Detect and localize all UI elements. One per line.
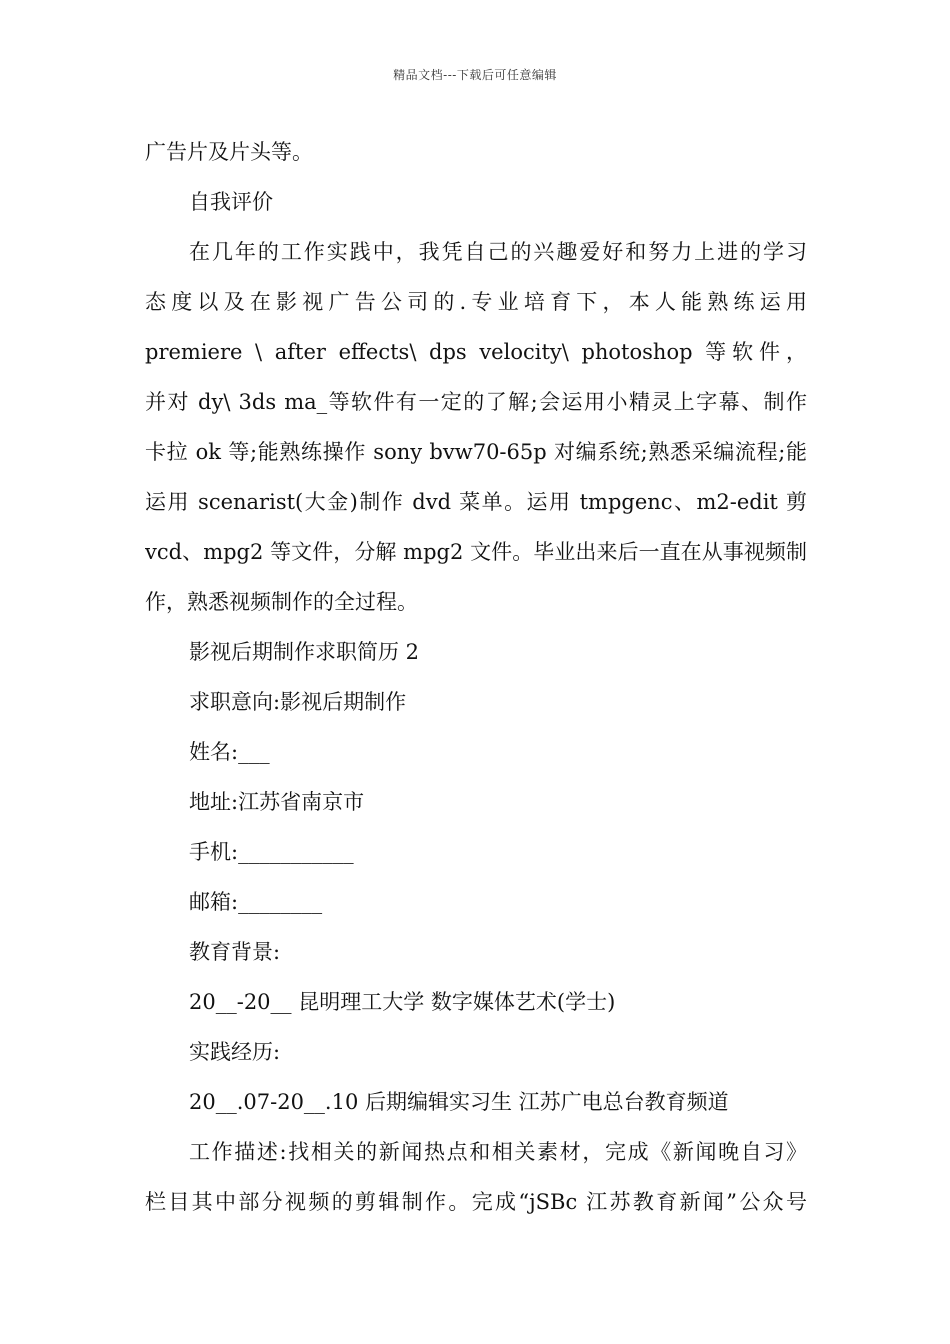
text-line: 求职意向:影视后期制作 — [189, 690, 407, 714]
text-line: 广告片及片头等。 — [145, 140, 313, 164]
page-header: 精品文档---下载后可任意编辑 — [393, 68, 557, 82]
text-line: 并对 dy\ 3ds ma_等软件有一定的了解;会运用小精灵上字幕、制作 — [145, 390, 807, 414]
text-line: 姓名:___ — [189, 740, 270, 764]
text-line: 20__-20__ 昆明理工大学 数字媒体艺术(学士) — [189, 990, 616, 1014]
text-line: 教育背景: — [189, 940, 281, 964]
text-line: vcd、mpg2 等文件，分解 mpg2 文件。毕业出来后一直在从事视频制 — [145, 540, 807, 564]
text-line: 手机:___________ — [189, 840, 354, 864]
document-body — [145, 130, 807, 1230]
text-line: 作，熟悉视频制作的全过程。 — [145, 590, 418, 614]
text-line: 运用 scenarist(大金)制作 dvd 菜单。运用 tmpgenc、m2-edit 剪 — [145, 490, 807, 514]
text-line: 在几年的工作实践中，我凭自己的兴趣爱好和努力上进的学习 — [189, 240, 807, 264]
text-line: 邮箱:________ — [189, 890, 323, 914]
section-title: 影视后期制作求职简历 2 — [189, 640, 420, 664]
text-line: 实践经历: — [189, 1040, 281, 1064]
text-line: premiere \ after effects\ dps velocity\ photoshop 等软件， — [145, 340, 807, 364]
text-line: 态度以及在影视广告公司的.专业培育下，本人能熟练运用 — [145, 290, 807, 314]
text-line: 地址:江苏省南京市 — [189, 790, 365, 814]
text-line: 卡拉 ok 等;能熟练操作 sony bvw70-65p 对编系统;熟悉采编流程;能 — [145, 440, 807, 464]
text-line: 栏目其中部分视频的剪辑制作。完成“jSBc 江苏教育新闻”公众号 — [145, 1190, 807, 1214]
text-line: 工作描述:找相关的新闻热点和相关素材，完成《新闻晚自习》 — [189, 1140, 807, 1164]
text-line: 自我评价 — [189, 190, 273, 214]
text-line: 20__.07-20__.10 后期编辑实习生 江苏广电总台教育频道 — [189, 1090, 729, 1114]
